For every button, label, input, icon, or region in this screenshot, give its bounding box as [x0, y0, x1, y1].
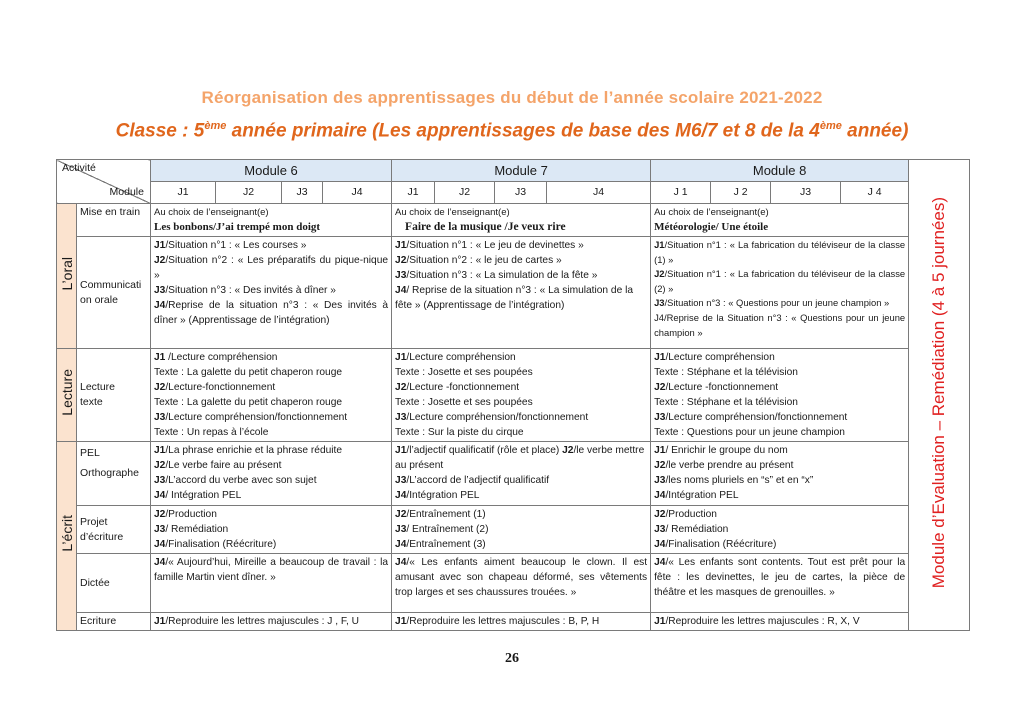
evaluation-module-column — [909, 160, 970, 631]
day-key: J1 — [395, 445, 407, 456]
row-label-communication: Communication orale — [77, 237, 151, 349]
day-text: /Situation n°2 : « le jeu de cartes » — [406, 255, 562, 266]
m6-day: J4 — [323, 182, 392, 204]
cell-line — [654, 555, 905, 600]
day-key: J3 — [154, 475, 166, 486]
cell-ecriture-m6 — [151, 613, 392, 631]
day-key: J2 — [395, 509, 407, 520]
cell-line — [395, 522, 647, 537]
day-key: J4 — [654, 539, 666, 550]
day-key: J1 — [154, 240, 166, 251]
module-7-header: Module 7 — [392, 160, 651, 182]
day-text: Texte : Stéphane et la télévision — [654, 397, 798, 408]
cell-line — [654, 238, 905, 267]
day-text: /« Aujourd’hui, Mireille a beaucoup de travail : la famille Martin vient dîner. » — [154, 557, 389, 583]
cell-line — [654, 443, 905, 458]
day-key: J2 — [562, 445, 574, 456]
day-text: /Situation n°3 : « Des invités à dîner » — [165, 285, 336, 296]
day-key: J2 — [654, 382, 666, 393]
day-key: J4 — [395, 285, 407, 296]
day-text: Texte : Sur la piste du cirque — [395, 427, 524, 438]
day-text: /l’adjectif qualificatif (rôle et place) — [406, 445, 563, 456]
day-key: J4 — [395, 539, 407, 550]
day-text: / Remédiation — [165, 524, 229, 535]
cell-ecriture-m7 — [392, 613, 651, 631]
day-key: J3 — [654, 297, 665, 309]
day-text: /Le verbe faire au présent — [165, 460, 282, 471]
m8-day: J 4 — [841, 182, 909, 204]
cell-line — [395, 410, 647, 425]
cell-mise-en-train-m8: Au choix de l’enseignant(e) Météorologie/ Une étoile — [651, 204, 909, 237]
cell-line — [154, 283, 388, 298]
cell-pel-m8 — [651, 442, 909, 506]
day-text: /« Les enfants sont contents. Tout est prêt pour la fête : les devinettes, le jeu de cartes, la pièce de théâtre et les masques de grenouilles. » — [654, 557, 906, 598]
m8-day: J 2 — [711, 182, 771, 204]
cell-mise-en-train-m6: Au choix de l’enseignant(e) Les bonbons/J’ai trempé mon doigt — [151, 204, 392, 237]
cell-line — [395, 350, 647, 365]
day-text: Texte : Josette et ses poupées — [395, 397, 533, 408]
cell-communication-m7 — [392, 237, 651, 349]
cell-projet-m6 — [151, 506, 392, 554]
cell-line — [154, 507, 388, 522]
day-text: /Reproduire les lettres majuscules : J , F, U — [165, 616, 359, 627]
day-text: /La phrase enrichie et la phrase réduite — [165, 445, 343, 456]
section-oral-label: L’oral — [58, 256, 75, 291]
day-text: /Intégration PEL — [406, 490, 480, 501]
day-key: J3 — [154, 285, 166, 296]
day-text: /L’accord de l’adjectif qualificatif — [406, 475, 550, 486]
day-key: J4 — [395, 490, 407, 501]
day-text: Texte : Un repas à l’école — [154, 427, 269, 438]
cell-line — [395, 425, 647, 440]
planning-table — [56, 159, 970, 631]
cell-line — [154, 522, 388, 537]
day-key: J1 — [154, 352, 166, 363]
cell-line — [395, 253, 647, 268]
cell-line — [654, 267, 905, 296]
row-label-dictee: Dictée — [77, 554, 151, 613]
cell-pel-m6 — [151, 442, 392, 506]
day-text: /Lecture compréhension/fonctionnement — [165, 412, 348, 423]
cell-line — [154, 298, 388, 328]
day-text: /Finalisation (Réécriture) — [165, 539, 277, 550]
module-6-header: Module 6 — [151, 160, 392, 182]
day-text: /le verbe prendre au présent — [665, 460, 794, 471]
day-key: J3 — [395, 412, 407, 423]
day-text: J4/Reprise de la Situation n°3 : « Questions pour un jeune champion » — [654, 311, 906, 338]
m7-day: J3 — [495, 182, 547, 204]
cell-line — [154, 473, 388, 488]
cell-communication-m6 — [151, 237, 392, 349]
day-key: J1 — [654, 352, 666, 363]
day-text: /Situation n°3 : « Questions pour un jeune champion » — [664, 297, 890, 309]
day-key: J4 — [154, 300, 166, 311]
m7-day: J4 — [547, 182, 651, 204]
day-text: /Finalisation (Réécriture) — [665, 539, 777, 550]
day-text: /Reprise de la situation n°3 : « Des invités à dîner » (Apprentissage de l’intégration) — [154, 300, 389, 326]
cell-line — [154, 395, 388, 410]
day-key: J2 — [654, 460, 666, 471]
day-text: /L’accord du verbe avec son sujet — [165, 475, 317, 486]
cell-pel-m7 — [392, 442, 651, 506]
day-text: /Lecture compréhension/fonctionnement — [406, 412, 589, 423]
cell-line — [654, 537, 905, 552]
cell-line — [654, 473, 905, 488]
day-key: J1 — [654, 445, 666, 456]
cell-line — [154, 425, 388, 440]
cell-projet-m7 — [392, 506, 651, 554]
cell-projet-m8 — [651, 506, 909, 554]
cell-ecriture-m8 — [651, 613, 909, 631]
cell-line — [395, 380, 647, 395]
cell-dictee-m7 — [392, 554, 651, 613]
cell-line — [395, 268, 647, 283]
day-text: /Situation n°1 : « La fabrication du téléviseur de la classe (1) » — [654, 239, 906, 265]
cell-line — [154, 350, 388, 365]
cell-line — [154, 365, 388, 380]
day-text: /le verbe mettre au présent — [395, 445, 645, 471]
day-text: /Lecture compréhension/fonctionnement — [665, 412, 848, 423]
m6-day: J3 — [282, 182, 323, 204]
cell-line — [654, 311, 905, 340]
cell-line — [395, 283, 647, 313]
day-key: J1 — [654, 239, 665, 250]
day-text: /Reproduire les lettres majuscules : B, P, H — [406, 616, 600, 627]
day-key: J2 — [654, 268, 665, 280]
day-key: J4 — [395, 557, 407, 568]
day-text: /les noms pluriels en “s” et en “x” — [665, 475, 814, 486]
day-text: / Remédiation — [665, 524, 729, 535]
day-text: /Production — [665, 509, 717, 520]
cell-dictee-m6 — [151, 554, 392, 613]
cell-line — [654, 380, 905, 395]
header-corner — [57, 160, 151, 204]
day-key: J1 — [395, 352, 407, 363]
day-text: Texte : Stéphane et la télévision — [654, 367, 798, 378]
cell-mise-en-train-m7: Au choix de l’enseignant(e) Faire de la musique /Je veux rire — [392, 204, 651, 237]
day-key: J4 — [154, 490, 166, 501]
section-lecture-label: Lecture — [58, 369, 75, 416]
day-key: J4 — [654, 557, 666, 568]
cell-line — [654, 488, 905, 503]
row-label-pel: PEL Orthographe — [77, 442, 151, 506]
cell-line — [654, 614, 905, 629]
section-oral — [57, 204, 77, 349]
cell-line — [654, 458, 905, 473]
cell-line — [395, 443, 647, 473]
cell-line — [395, 555, 647, 600]
m6-day: J1 — [151, 182, 216, 204]
day-text: /Lecture compréhension — [406, 352, 516, 363]
day-text: /Situation n°3 : « La simulation de la fête » — [406, 270, 598, 281]
cell-line — [395, 473, 647, 488]
row-label-ecriture: Ecriture — [77, 613, 151, 631]
section-ecrit — [57, 442, 77, 631]
cell-line — [395, 488, 647, 503]
day-text: /Reproduire les lettres majuscules : R, X, V — [665, 616, 860, 627]
day-key: J4 — [154, 557, 166, 568]
cell-line — [154, 458, 388, 473]
day-text: / Enrichir le groupe du nom — [665, 445, 788, 456]
day-key: J2 — [154, 460, 166, 471]
cell-line — [654, 410, 905, 425]
cell-line — [395, 614, 647, 629]
section-ecrit-label: L’écrit — [58, 515, 75, 552]
cell-line — [154, 253, 388, 283]
day-key: J3 — [154, 412, 166, 423]
day-key: J3 — [395, 524, 407, 535]
day-key: J3 — [395, 270, 407, 281]
day-key: J2 — [395, 382, 407, 393]
day-text: /Lecture compréhension — [165, 352, 278, 363]
cell-lecture-m8 — [651, 349, 909, 442]
day-key: J3 — [395, 475, 407, 486]
m7-day: J1 — [392, 182, 435, 204]
day-text: /Entraînement (1) — [406, 509, 486, 520]
day-text: /Production — [165, 509, 217, 520]
cell-line — [654, 507, 905, 522]
day-key: J2 — [395, 255, 407, 266]
cell-line — [154, 443, 388, 458]
day-key: J1 — [395, 240, 407, 251]
cell-line — [395, 238, 647, 253]
m6-day: J2 — [216, 182, 282, 204]
day-text: /Situation n°1 : « Les courses » — [165, 240, 307, 251]
day-key: J2 — [654, 509, 666, 520]
cell-lecture-m6 — [151, 349, 392, 442]
cell-line — [154, 238, 388, 253]
day-text: /Lecture-fonctionnement — [165, 382, 276, 393]
day-text: /Situation n°1 : « La fabrication du téléviseur de la classe (2) » — [654, 268, 906, 294]
row-label-mise-en-train: Mise en train — [77, 204, 151, 237]
cell-line — [654, 350, 905, 365]
day-text: /Situation n°2 : « Les préparatifs du pique-nique » — [154, 255, 389, 281]
day-key: J2 — [154, 509, 166, 520]
m8-day: J 1 — [651, 182, 711, 204]
cell-line — [654, 296, 905, 311]
day-key: J3 — [654, 475, 666, 486]
cell-line — [395, 537, 647, 552]
cell-line — [395, 507, 647, 522]
document-title: Réorganisation des apprentissages du début de l’année scolaire 2021-2022 — [201, 88, 823, 107]
cell-line — [154, 614, 388, 629]
day-key: J3 — [654, 524, 666, 535]
header-activite: Activité — [62, 162, 96, 174]
cell-line — [154, 537, 388, 552]
day-text: /« Les enfants aiment beaucoup le clown. Il est amusant avec son chapeau déformé, ses vêtements trop larges et ses chaussures trouées. » — [395, 557, 648, 598]
m7-day: J2 — [435, 182, 495, 204]
section-lecture — [57, 349, 77, 442]
day-key: J4 — [154, 539, 166, 550]
day-key: J2 — [154, 255, 166, 266]
cell-line — [654, 522, 905, 537]
day-key: J1 — [154, 616, 166, 627]
day-key: J1 — [395, 616, 407, 627]
cell-line — [395, 365, 647, 380]
cell-line — [654, 395, 905, 410]
cell-line — [154, 380, 388, 395]
cell-lecture-m7 — [392, 349, 651, 442]
day-key: J3 — [654, 412, 666, 423]
day-key: J1 — [154, 445, 166, 456]
row-label-projet: Projet d’écriture — [77, 506, 151, 554]
day-key: J1 — [654, 616, 666, 627]
m8-day: J3 — [771, 182, 841, 204]
day-text: /Lecture -fonctionnement — [665, 382, 779, 393]
day-text: /Lecture -fonctionnement — [406, 382, 520, 393]
cell-line — [154, 488, 388, 503]
cell-dictee-m8 — [651, 554, 909, 613]
day-text: Texte : La galette du petit chaperon rouge — [154, 397, 343, 408]
day-text: / Entraînement (2) — [406, 524, 489, 535]
row-label-lecture: Lecture texte — [77, 349, 151, 442]
cell-line — [654, 365, 905, 380]
day-text: /Intégration PEL — [665, 490, 739, 501]
header-module: Module — [109, 186, 144, 198]
day-text: /Entraînement (3) — [406, 539, 486, 550]
evaluation-module-label: Module d’Evaluation – Remédiation (4 à 5 journées) — [929, 196, 949, 589]
cell-line — [154, 410, 388, 425]
day-text: / Reprise de la situation n°3 : « La simulation de la fête » (Apprentissage de l’intégration) — [395, 285, 634, 311]
day-text: Texte : Questions pour un jeune champion — [654, 427, 845, 438]
day-key: J2 — [154, 382, 166, 393]
day-key: J4 — [654, 490, 666, 501]
cell-line — [154, 555, 388, 585]
document-subtitle: Classe : 5ème année primaire (Les apprentissages de base des M6/7 et 8 de la 4ème année) — [115, 120, 909, 142]
day-key: J3 — [154, 524, 166, 535]
page-number: 26 — [505, 651, 519, 666]
day-text: Texte : La galette du petit chaperon rouge — [154, 367, 343, 378]
day-text: /Lecture compréhension — [665, 352, 775, 363]
cell-line — [395, 395, 647, 410]
day-text: Texte : Josette et ses poupées — [395, 367, 533, 378]
cell-line — [654, 425, 905, 440]
day-text: / Intégration PEL — [165, 490, 242, 501]
module-8-header: Module 8 — [651, 160, 909, 182]
cell-communication-m8 — [651, 237, 909, 349]
day-text: /Situation n°1 : « Le jeu de devinettes » — [406, 240, 584, 251]
